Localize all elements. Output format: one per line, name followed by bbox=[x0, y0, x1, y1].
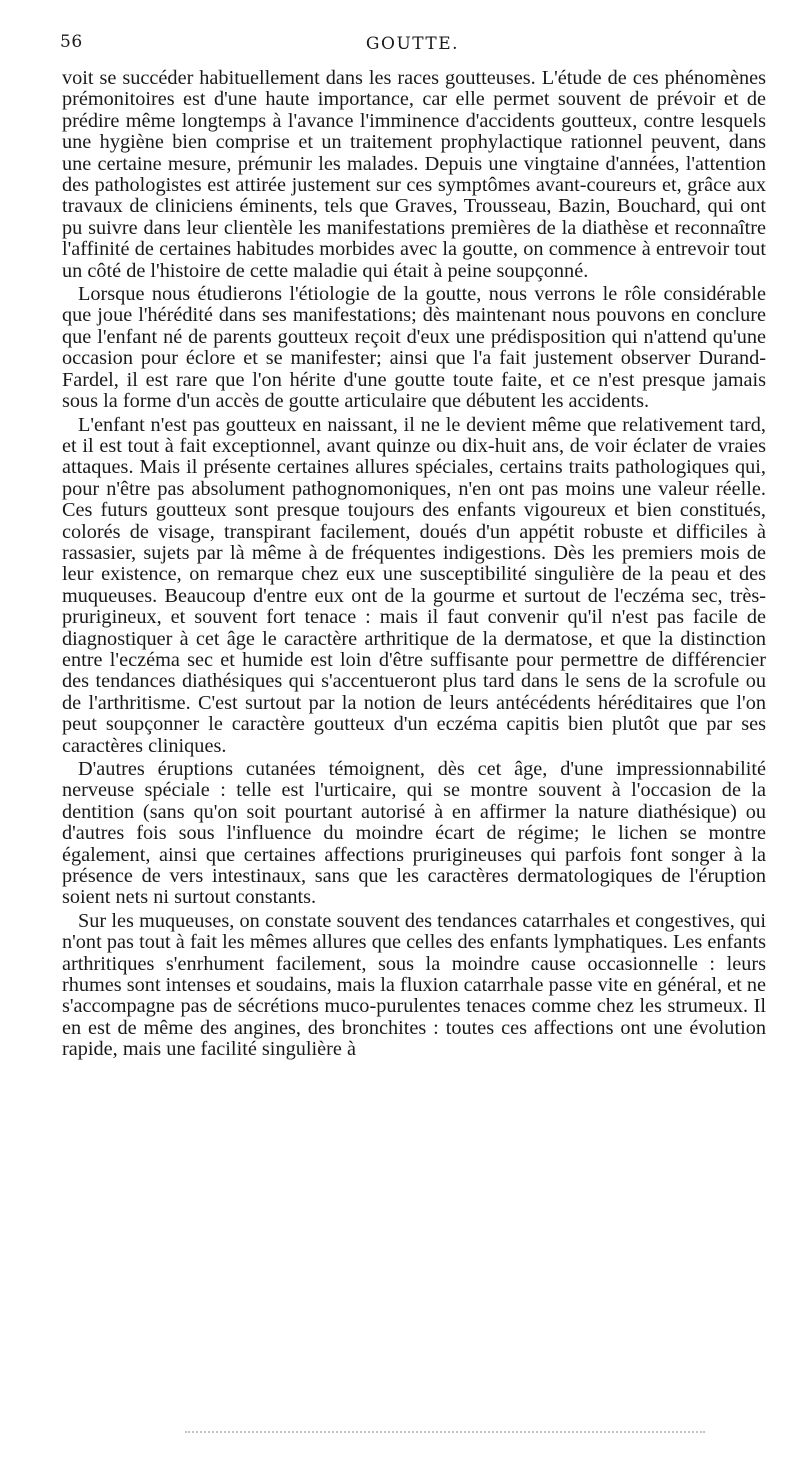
paragraph-3: L'enfant n'est pas goutteux en naissant, il ne le devient même que relativement tard, et il est tout à fait exceptionnel, avant quinze ou dix-huit ans, de voir éclater de vraies attaques. Mais il présente certaines allures spéciales, certains traits pathologiques qui, pour n'être pas absolument pathognomoniques, n'en ont pas moins une valeur réelle. Ces futurs goutteux sont presque toujours des enfants vigoureux et bien constitués, colorés de visage, transpirant facilement, doués d'un appétit robuste et difficiles à rassasier, sujets par là même à de fréquentes indigestions. Dès les premiers mois de leur existence, on remarque chez eux une susceptibilité singulière de la peau et des muqueuses. Beaucoup d'entre eux ont de la gourme et surtout de l'eczéma sec, très-prurigineux, et souvent fort tenace : mais il faut convenir qu'il n'est pas facile de diagnostiquer à cet âge le caractère arthritique de la dermatose, et que la distinction entre l'eczéma sec et humide est loin d'être suffisante pour permettre de différencier des tendances diathésiques qui s'accentueront plus tard dans le sens de la scrofule ou de l'arthritisme. C'est surtout par la notion de leurs antécédents héréditaires que l'on peut soupçonner le caractère goutteux d'un eczéma capitis bien plutôt que par ses caractères cliniques. bbox=[62, 413, 766, 757]
body-text bbox=[62, 68, 766, 1063]
paragraph-2: Lorsque nous étudierons l'étiologie de la goutte, nous verrons le rôle considérable que joue l'hérédité dans ses manifestations; dès maintenant nous pouvons en conclure que l'enfant né de parents goutteux reçoit d'eux une prédisposition qui n'attend qu'une occasion pour éclore et se manifester; ainsi que l'a fait justement observer Durand-Fardel, il est rare que l'on hérite d'une goutte toute faite, et ce n'est presque jamais sous la forme d'un accès de goutte articulaire que débutent les accidents. bbox=[62, 283, 766, 413]
footer-dotted-rule bbox=[185, 1431, 705, 1433]
paragraph-4: D'autres éruptions cutanées témoignent, dès cet âge, d'une impressionnabilité nerveuse spéciale : telle est l'urticaire, qui se montre souvent à l'occasion de la dentition (sans qu'on soit pourtant autorisé à en affirmer la nature diathésique) ou d'autres fois sous l'influence du moindre écart de régime; le lichen se montre également, ainsi que certaines affections prurigineuses qui parfois font songer à la présence de vers intestinaux, sans que les caractères dermatologiques de l'éruption soient nets ni surtout constants. bbox=[62, 758, 766, 909]
paragraph-1: voit se succéder habituellement dans les races goutteuses. L'étude de ces phénomènes prémonitoires est d'une haute importance, car elle permet souvent de prévoir et de prédire même longtemps à l'avance l'imminence d'accidents goutteux, contre lesquels une hygiène bien comprise et un traitement prophylactique rationnel peuvent, dans une certaine mesure, prémunir les malades. Depuis une vingtaine d'années, l'attention des pathologistes est attirée justement sur ces symptômes avant-coureurs et, grâce aux travaux de cliniciens éminents, tels que Graves, Trousseau, Bazin, Bouchard, qui ont pu suivre dans leur clientèle les manifestations premières de la diathèse et reconnaître l'affinité de certaines habitudes morbides avec la goutte, on commence à entrevoir tout un côté de l'histoire de cette maladie qui était à peine soupçonné. bbox=[62, 67, 766, 282]
page-number: 56 bbox=[60, 32, 83, 52]
paragraph-5: Sur les muqueuses, on constate souvent des tendances catarrhales et congestives, qui n'ont pas tout à fait les mêmes allures que celles des enfants lymphatiques. Les enfants arthritiques s'enrhument facilement, sous la moindre cause occasionnelle : leurs rhumes sont intenses et soudains, mais la fluxion catarrhale passe vite en général, et ne s'accompagne pas de sécrétions muco-purulentes tenaces comme chez les strumeux. Il en est de même des angines, des bronchites : toutes ces affections ont une évolution rapide, mais une facilité singulière à bbox=[62, 909, 766, 1061]
page-header bbox=[60, 32, 765, 58]
running-head: GOUTTE. bbox=[365, 34, 460, 54]
